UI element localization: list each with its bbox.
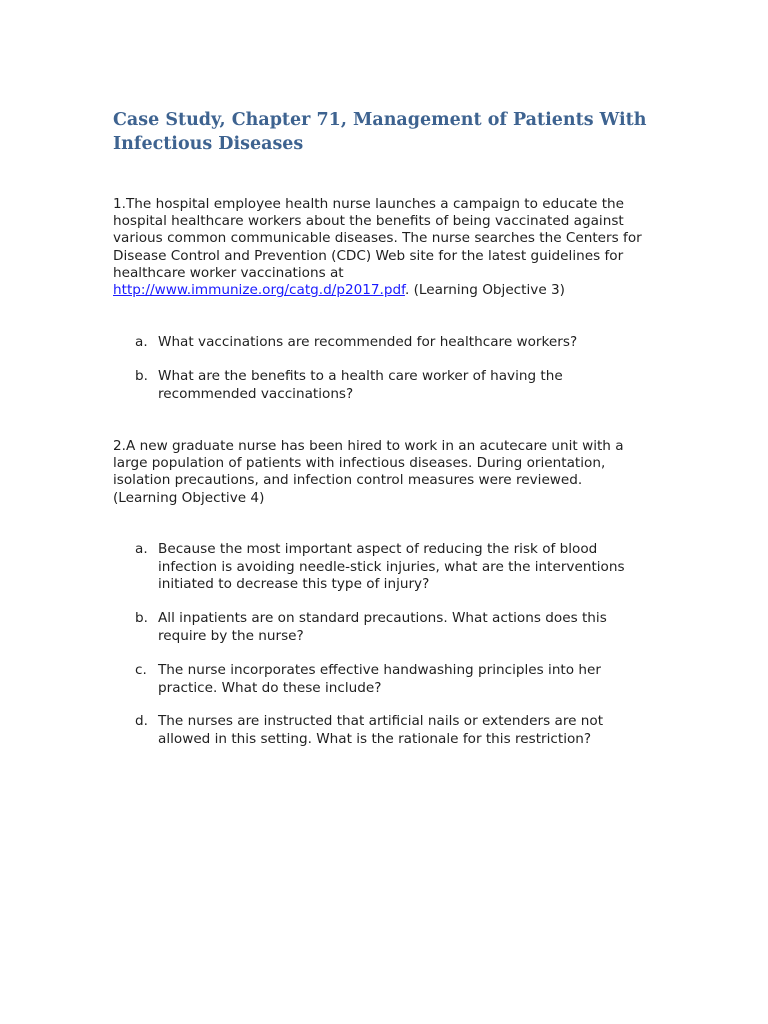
list-item-text: What are the benefits to a health care worker of having the recommended vaccinations?	[158, 368, 563, 402]
list-marker: b.	[135, 610, 148, 626]
question-2-paragraph: 2.A new graduate nurse has been hired to work in an acutecare unit with a large population of patients with infectious diseases. During orientation, isolation precautions, and infection control measures were reviewed. (Learning Objective 4)	[113, 438, 624, 506]
list-marker: b.	[135, 368, 148, 384]
list-item-text: Because the most important aspect of reducing the risk of blood infection is avoiding needle-stick injuries, what are the interventions initiated to decrease this type of injury?	[158, 541, 625, 593]
question-1-paragraph	[113, 196, 653, 299]
list-item-text: The nurses are instructed that artificial nails or extenders are not allowed in this setting. What is the rationale for this restriction?	[158, 713, 604, 747]
list-marker: a.	[135, 334, 148, 350]
list-item-text: The nurse incorporates effective handwashing principles into her practice. What do these include?	[158, 662, 601, 696]
list-marker: c.	[135, 662, 147, 678]
list-marker: d.	[135, 713, 148, 729]
list-item-text: All inpatients are on standard precautions. What actions does this require by the nurse?	[158, 610, 607, 644]
question-1-text: 1.The hospital employee health nurse launches a campaign to educate the hospital healthcare workers about the benefits of being vaccinated against various common communicable diseases. The nurse searches the Centers for Disease Control and Prevention (CDC) Web site for the latest guidelines for healthcare worker vaccinations at	[113, 196, 642, 281]
question-1-objective: . (Learning Objective 3)	[404, 282, 565, 299]
list-item-text: What vaccinations are recommended for healthcare workers?	[158, 334, 578, 350]
vaccination-guidelines-link[interactable]: http://www.immunize.org/catg.d/p2017.pdf	[113, 282, 405, 299]
list-marker: a.	[135, 541, 148, 557]
document-title: Case Study, Chapter 71, Management of Patients With Infectious Diseases	[113, 110, 647, 154]
